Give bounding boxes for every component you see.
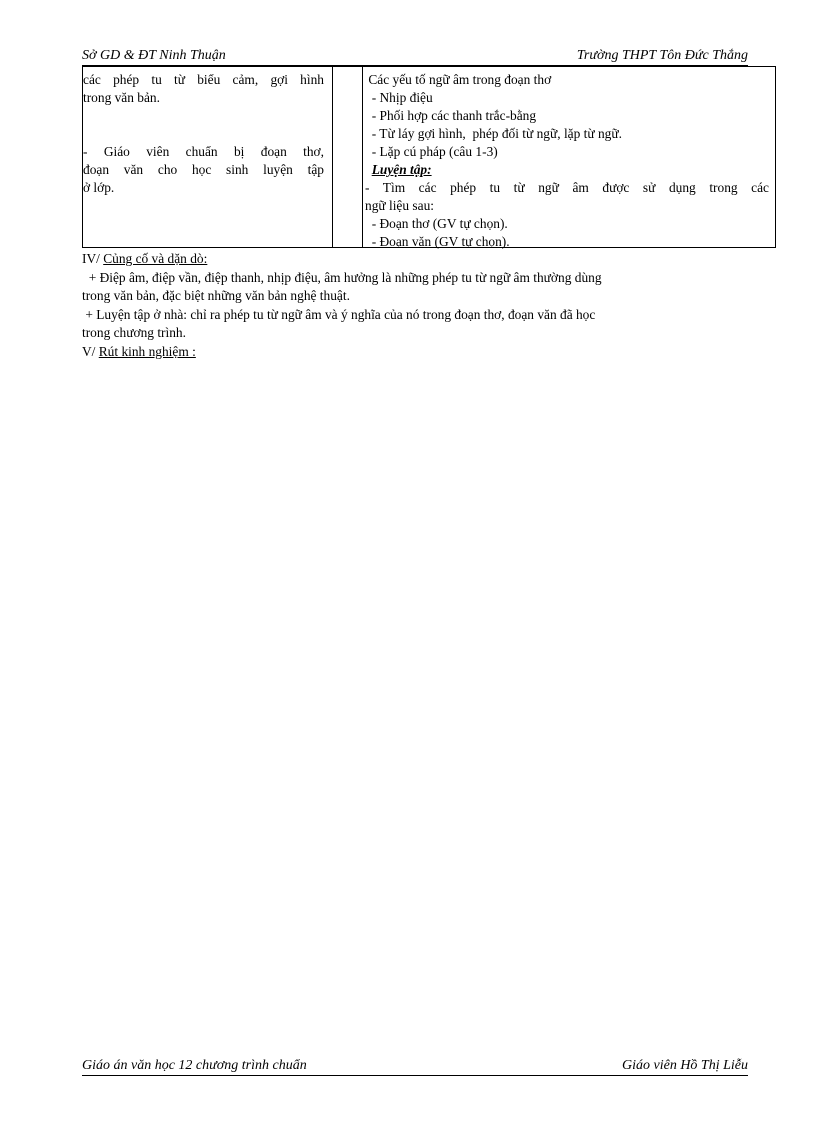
section-4-title: Củng cố và dặn dò: — [103, 251, 208, 266]
page-header — [82, 48, 748, 66]
left-spacer — [83, 107, 324, 125]
left-line-5: ở lớp. — [83, 180, 115, 195]
section-4-prefix: IV/ — [82, 251, 104, 266]
right-line-8: ngữ liệu sau: — [365, 198, 434, 213]
section-4-para2-line2: trong chương trình. — [82, 325, 186, 340]
section-4-para1-line1: + Điệp âm, điệp vần, điệp thanh, nhịp điệu, âm hưởng là những phép tu từ ngữ âm thường dùng — [82, 269, 602, 285]
footer-right: Giáo viên Hồ Thị Liễu — [622, 1058, 748, 1073]
section-4-heading — [82, 250, 754, 269]
left-line-4: đoạn văn cho học sinh luyện tập — [83, 162, 324, 177]
section-5-heading — [82, 343, 754, 362]
content-column — [363, 67, 775, 247]
lesson-notes — [82, 250, 754, 361]
section-5-prefix: V/ — [82, 343, 99, 359]
right-line-9: - Đoạn thơ (GV tự chọn). — [365, 216, 508, 231]
right-line-4: - Từ láy gợi hình, phép đối từ ngữ, lặp từ ngữ. — [365, 126, 622, 141]
left-line-1: các phép tu từ biểu cảm, gợi hình — [83, 72, 324, 87]
left-line-3: - Giáo viên chuẩn bị đoạn thơ, — [83, 144, 324, 159]
practice-heading — [365, 161, 769, 179]
right-line-5: - Lặp cú pháp (câu 1-3) — [365, 144, 498, 159]
page-footer — [82, 1058, 748, 1076]
header-left: Sở GD & ĐT Ninh Thuận — [82, 48, 226, 63]
left-spacer-2 — [83, 125, 324, 143]
right-line-1: Các yếu tố ngữ âm trong đoạn thơ — [365, 72, 552, 87]
footer-left: Giáo án văn học 12 chương trình chuẩn — [82, 1058, 307, 1073]
right-line-3: - Phối hợp các thanh trắc-bằng — [365, 108, 537, 123]
right-line-7: - Tìm các phép tu từ ngữ âm được sử dụng trong các — [365, 180, 769, 195]
right-line-2: - Nhịp điệu — [365, 90, 433, 105]
section-4-para2-line1: + Luyện tập ở nhà: chỉ ra phép tu từ ngữ âm và ý nghĩa của nó trong đoạn thơ, đoạn văn đã học — [82, 306, 596, 322]
section-4-para1-line2: trong văn bản, đặc biệt những văn bản nghệ thuật. — [82, 288, 350, 303]
middle-column — [333, 67, 363, 247]
teacher-activity-column — [83, 67, 333, 247]
lesson-table — [82, 66, 776, 248]
practice-title: Luyện tập: — [371, 162, 432, 177]
header-right: Trường THPT Tôn Đức Thắng — [576, 48, 748, 63]
left-line-2: trong văn bản. — [83, 90, 160, 105]
section-5-title: Rút kinh nghiệm : — [98, 343, 196, 359]
right-line-10: - Đoạn văn (GV tự chọn). — [365, 234, 510, 249]
